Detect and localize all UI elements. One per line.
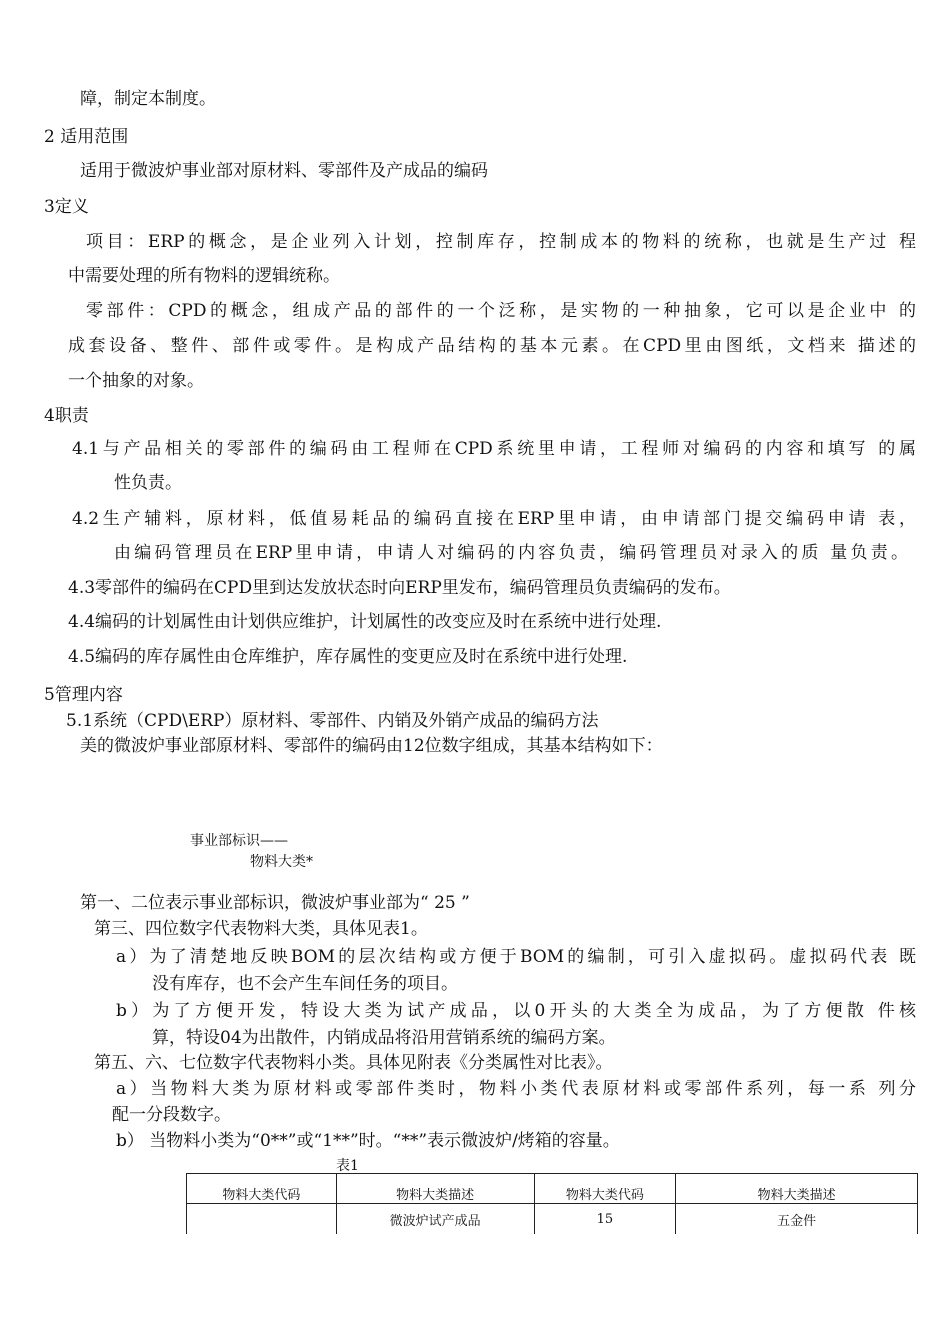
text-line: b）为了方便开发，特设大类为试产成品，以0开头的大类全为成品，为了方便散 件核 (116, 1001, 916, 1021)
table-row (187, 1204, 918, 1235)
text-line: 成套设备、整件、部件或零件。是构成产品结构的基本元素。在CPD里由图纸，文档来 描述的 (68, 336, 916, 356)
text-line: 第三、四位数字代表物料大类，具体见表1。 (94, 919, 428, 939)
text-line: 没有库存，也不会产生车间任务的项目。 (152, 974, 458, 994)
table-cell: 15 (534, 1204, 676, 1235)
text-line: 中需要处理的所有物料的逻辑统称。 (68, 266, 340, 286)
section-heading-4: 4职责 (44, 406, 89, 426)
text-line: 4.5编码的库存属性由仓库维护，库存属性的变更应及时在系统中进行处理. (68, 647, 628, 667)
section-heading-2: 2 适用范围 (44, 127, 129, 147)
text-line: 4.1与产品相关的零部件的编码由工程师在CPD系统里申请，工程师对编码的内容和填写 的属 (72, 439, 916, 459)
text-line: b） 当物料小类为“0**”或“1**”时。“**”表示微波炉/烤箱的容量。 (116, 1131, 620, 1151)
text-line: 适用于微波炉事业部对原材料、零部件及产成品的编码 (80, 161, 488, 181)
section-heading-3: 3定义 (44, 197, 89, 217)
text-line: 第一、二位表示事业部标识，微波炉事业部为“ 25 ” (80, 893, 470, 913)
text-line: 配一分段数字。 (112, 1105, 231, 1125)
diagram-label-division: 事业部标识—— (190, 833, 288, 849)
text-line: 性负责。 (114, 473, 182, 493)
text-line: 零部件：CPD的概念，组成产品的部件的一个泛称，是实物的一种抽象，它可以是企业中 的 (86, 301, 916, 321)
text-line: 4.4编码的计划属性由计划供应维护，计划属性的改变应及时在系统中进行处理. (68, 612, 662, 632)
text-line: 障，制定本制度。 (80, 89, 216, 109)
text-line: a）当物料大类为原材料或零部件类时，物料小类代表原材料或零部件系列，每一系 列分 (116, 1079, 916, 1099)
table-cell: 五金件 (676, 1204, 918, 1235)
table-cell (187, 1204, 337, 1235)
table-caption: 表1 (336, 1158, 359, 1174)
text-line: 项目：ERP的概念，是企业列入计划，控制库存，控制成本的物料的统称，也就是生产过 程 (86, 232, 916, 252)
diagram-label-category: 物料大类* (250, 854, 313, 870)
text-line: 一个抽象的对象。 (68, 371, 204, 391)
table-header-row (187, 1174, 918, 1204)
text-line: 4.3零部件的编码在CPD里到达发放状态时向ERP里发布，编码管理员负责编码的发布。 (68, 578, 731, 598)
table-header-cell: 物料大类描述 (336, 1174, 534, 1204)
text-line: 4.2生产辅料，原材料，低值易耗品的编码直接在ERP里申请，由申请部门提交编码申请 表， (72, 509, 916, 529)
section-heading-5: 5管理内容 (44, 685, 123, 705)
table-header-cell: 物料大类代码 (534, 1174, 676, 1204)
table-cell: 微波炉试产成品 (336, 1204, 534, 1235)
text-line: 第五、六、七位数字代表物料小类。具体见附表《分类属性对比表》。 (94, 1053, 613, 1073)
text-line: 算，特设04为出散件，内销成品将沿用营销系统的编码方案。 (152, 1028, 616, 1048)
table-header-cell: 物料大类代码 (187, 1174, 337, 1204)
text-line: 美的微波炉事业部原材料、零部件的编码由12位数字组成，其基本结构如下： (80, 736, 663, 756)
table-header-cell: 物料大类描述 (676, 1174, 918, 1204)
text-line: 由编码管理员在ERP里申请，申请人对编码的内容负责，编码管理员对录入的质 量负责。 (114, 543, 908, 563)
text-line: a）为了清楚地反映BOM的层次结构或方便于BOM的编制，可引入虚拟码。虚拟码代表 既 (116, 947, 916, 967)
text-line: 5.1系统（CPD\ERP）原材料、零部件、内销及外销产成品的编码方法 (66, 711, 599, 731)
category-table (186, 1173, 918, 1234)
